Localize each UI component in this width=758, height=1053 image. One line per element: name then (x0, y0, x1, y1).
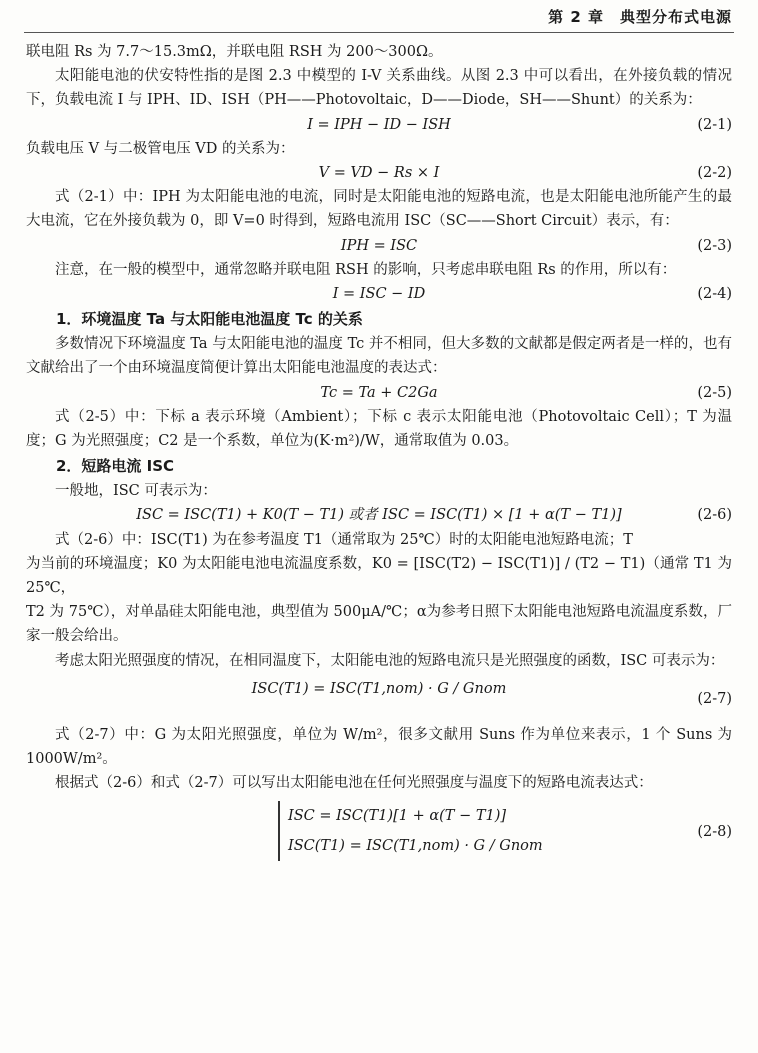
formula: ISC = ISC(T1)[1 + α(T − T1)] (288, 808, 507, 825)
equation-2-6 (26, 503, 732, 527)
equation-2-7 (26, 673, 732, 723)
main-content (26, 40, 732, 873)
header-rule (24, 32, 734, 33)
equation-number: (2-7) (697, 690, 732, 707)
paragraph: 根据式（2-6）和式（2-7）可以写出太阳能电池在任何光照强度与温度下的短路电流表达式： (55, 775, 653, 792)
equation-number: (2-3) (697, 237, 732, 254)
paragraph: 太阳能电池的伏安特性指的是图 2.3 中模型的 I-V 关系曲线。从图 2.3 中可以看出，在外接负载的情况下，负载电流 I 与 IPH、ID、ISH（PH——Photovoltaic，D——Diode，SH——Shunt）的关系为： (26, 68, 732, 109)
equation-number: (2-5) (697, 384, 732, 401)
equation-2-8 (26, 795, 732, 873)
equation-number: (2-4) (697, 285, 732, 302)
equation-number: (2-1) (697, 116, 732, 133)
paragraph: 考虑太阳光照强度的情况，在相同温度下，太阳能电池的短路电流只是光照强度的函数，ISC 可表示为： (55, 652, 725, 669)
formula: IPH = ISC (340, 237, 418, 254)
equation-number: (2-2) (697, 165, 732, 181)
formula: ISC = ISC(T1) + K0(T − T1) 或者 ISC = ISC(T1) × [1 + α(T − T1)] (136, 507, 622, 524)
section-heading: 2．短路电流 ISC (56, 457, 175, 476)
equation-2-1 (26, 113, 732, 137)
equation-2-2 (26, 161, 732, 185)
paragraph: 多数情况下环境温度 Ta 与太阳能电池的温度 Tc 并不相同，但大多数的文献都是假定两者是一样的，也有文献给出了一个由环境温度简便计算出太阳能电池温度的表达式： (26, 336, 732, 377)
paragraph: 一般地，ISC 可表示为： (55, 483, 217, 500)
formula: ISC(T1) = ISC(T1,nom) · G / Gnom (288, 838, 543, 855)
paragraph: 联电阻 Rs 为 7.7～15.3mΩ，并联电阻 RSH 为 200～300Ω。 (26, 44, 443, 60)
equation-system (278, 801, 543, 861)
formula: I = IPH − ID − ISH (307, 116, 451, 133)
paragraph: 注意，在一般的模型中，通常忽略并联电阻 RSH 的影响，只考虑串联电阻 Rs 的作用，所以有： (55, 261, 677, 278)
paragraph: 式（2-7）中：G 为太阳光照强度，单位为 W/m²，很多文献用 Suns 作为单位来表示，1 个 Suns 为 1000W/m²。 (26, 726, 732, 767)
equation-number: (2-6) (697, 507, 732, 524)
paragraph: 式（2-1）中：IPH 为太阳能电池的电流，同时是太阳能电池的短路电流，也是太阳能电池所能产生的最大电流，它在外接负载为 0，即 V=0 时得到，短路电流用 ISC（SC——Short Circuit）表示，有： (26, 189, 732, 230)
section-heading: 1．环境温度 Ta 与太阳能电池温度 Tc 的关系 (56, 310, 363, 329)
chapter-header: 第 2 章 典型分布式电源 (548, 8, 732, 26)
formula: V = VD − Rs × I (318, 165, 440, 181)
formula: Tc = Ta + C2Ga (320, 384, 438, 401)
paragraph: 式（2-6）中：ISC(T1) 为在参考温度 T1（通常取为 25℃）时的太阳能电池短路电流；T (55, 531, 633, 548)
equation-2-3 (26, 234, 732, 258)
paragraph: T2 为 75℃），对单晶硅太阳能电池，典型值为 500μA/℃；α为参考日照下太阳能电池短路电流温度系数，厂家一般会给出。 (26, 604, 732, 645)
equation-2-5 (26, 381, 732, 405)
formula: I = ISC − ID (332, 285, 426, 302)
equation-number: (2-8) (697, 824, 732, 841)
formula: ISC(T1) = ISC(T1,nom) · G / Gnom (251, 680, 507, 697)
equation-2-4 (26, 282, 732, 306)
paragraph: 负载电压 V 与二极管电压 VD 的关系为： (26, 140, 295, 157)
paragraph: 为当前的环境温度；K0 为太阳能电池电流温度系数，K0 = [ISC(T2) − ISC(T1)] / (T2 − T1)（通常 T1 为 25℃， (26, 555, 732, 596)
paragraph: 式（2-5）中：下标 a 表示环境（Ambient）；下标 c 表示太阳能电池（Photovoltaic Cell）；T 为温度；G 为光照强度；C2 是一个系数，单位为(K·m²)/W，通常取值为 0.03。 (26, 408, 732, 449)
